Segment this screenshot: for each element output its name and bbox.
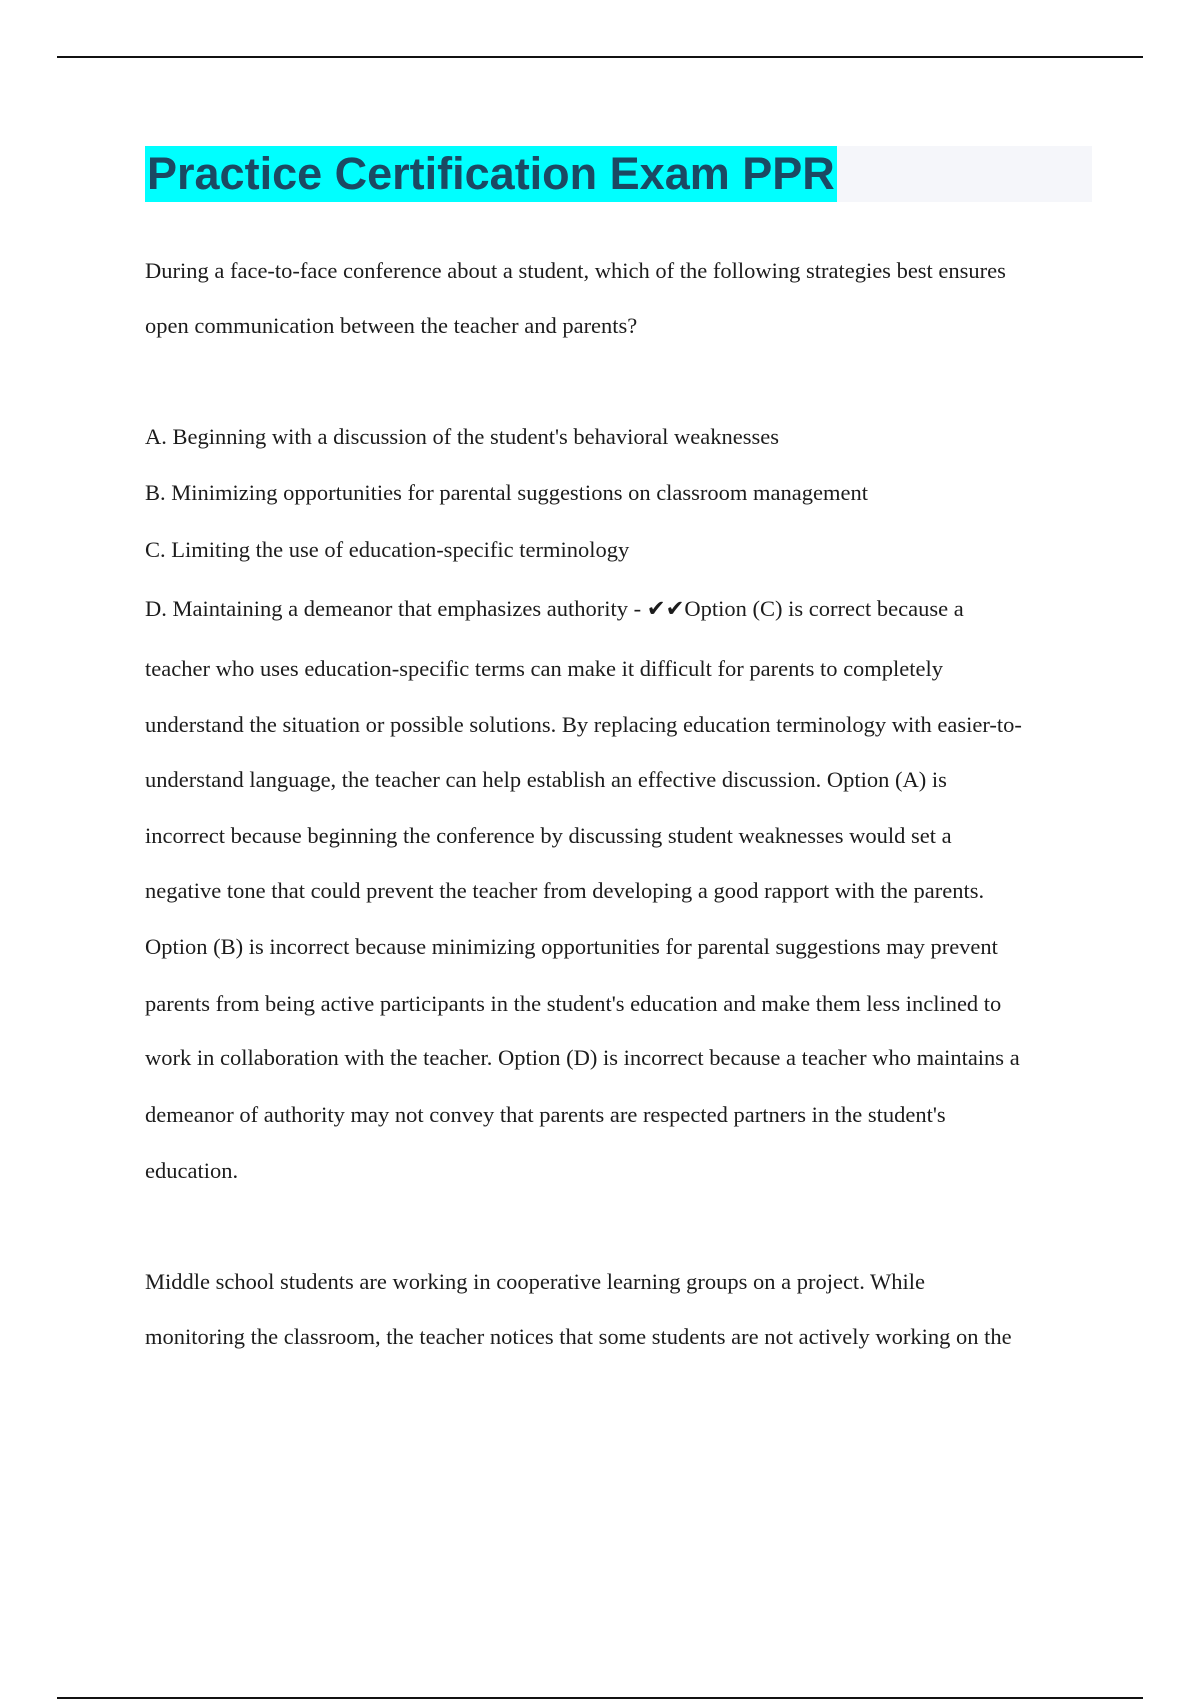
top-rule [57, 56, 1143, 58]
question-1-stem-line: During a face-to-face conference about a student, which of the following strategies best ensures [145, 258, 1006, 283]
option-b: B. Minimizing opportunities for parental suggestions on classroom management [145, 480, 868, 505]
explanation-line: work in collaboration with the teacher. Option (D) is incorrect because a teacher who maintains a [145, 1045, 1020, 1070]
question-1-stem-line: open communication between the teacher and parents? [145, 313, 638, 338]
explanation-line: understand the situation or possible solutions. By replacing education terminology with easier-to- [145, 712, 1022, 737]
explanation-line: teacher who uses education-specific terms can make it difficult for parents to completely [145, 656, 944, 681]
explanation-line: demeanor of authority may not convey that parents are respected partners in the student's [145, 1102, 946, 1127]
option-a: A. Beginning with a discussion of the student's behavioral weaknesses [145, 424, 779, 449]
explanation-line: incorrect because beginning the conference by discussing student weaknesses would set a [145, 823, 952, 848]
explanation-line: negative tone that could prevent the teacher from developing a good rapport with the parents. [145, 878, 985, 903]
explanation-line: Option (B) is incorrect because minimizing opportunities for parental suggestions may prevent [145, 934, 998, 959]
option-c: C. Limiting the use of education-specific terminology [145, 537, 630, 562]
question-2-stem-line: monitoring the classroom, the teacher notices that some students are not actively working on the [145, 1324, 1012, 1349]
bottom-rule [57, 1697, 1143, 1699]
explanation-line: education. [145, 1158, 239, 1183]
explanation-line: parents from being active participants in the student's education and make them less inclined to [145, 991, 1002, 1016]
option-d: D. Maintaining a demeanor that emphasizes authority - ✔✔Option (C) is correct because a [145, 596, 964, 621]
question-2-stem-line: Middle school students are working in cooperative learning groups on a project. While [145, 1269, 926, 1294]
page-title: Practice Certification Exam PPR [145, 146, 837, 202]
explanation-line: understand language, the teacher can help establish an effective discussion. Option (A) is [145, 767, 947, 792]
